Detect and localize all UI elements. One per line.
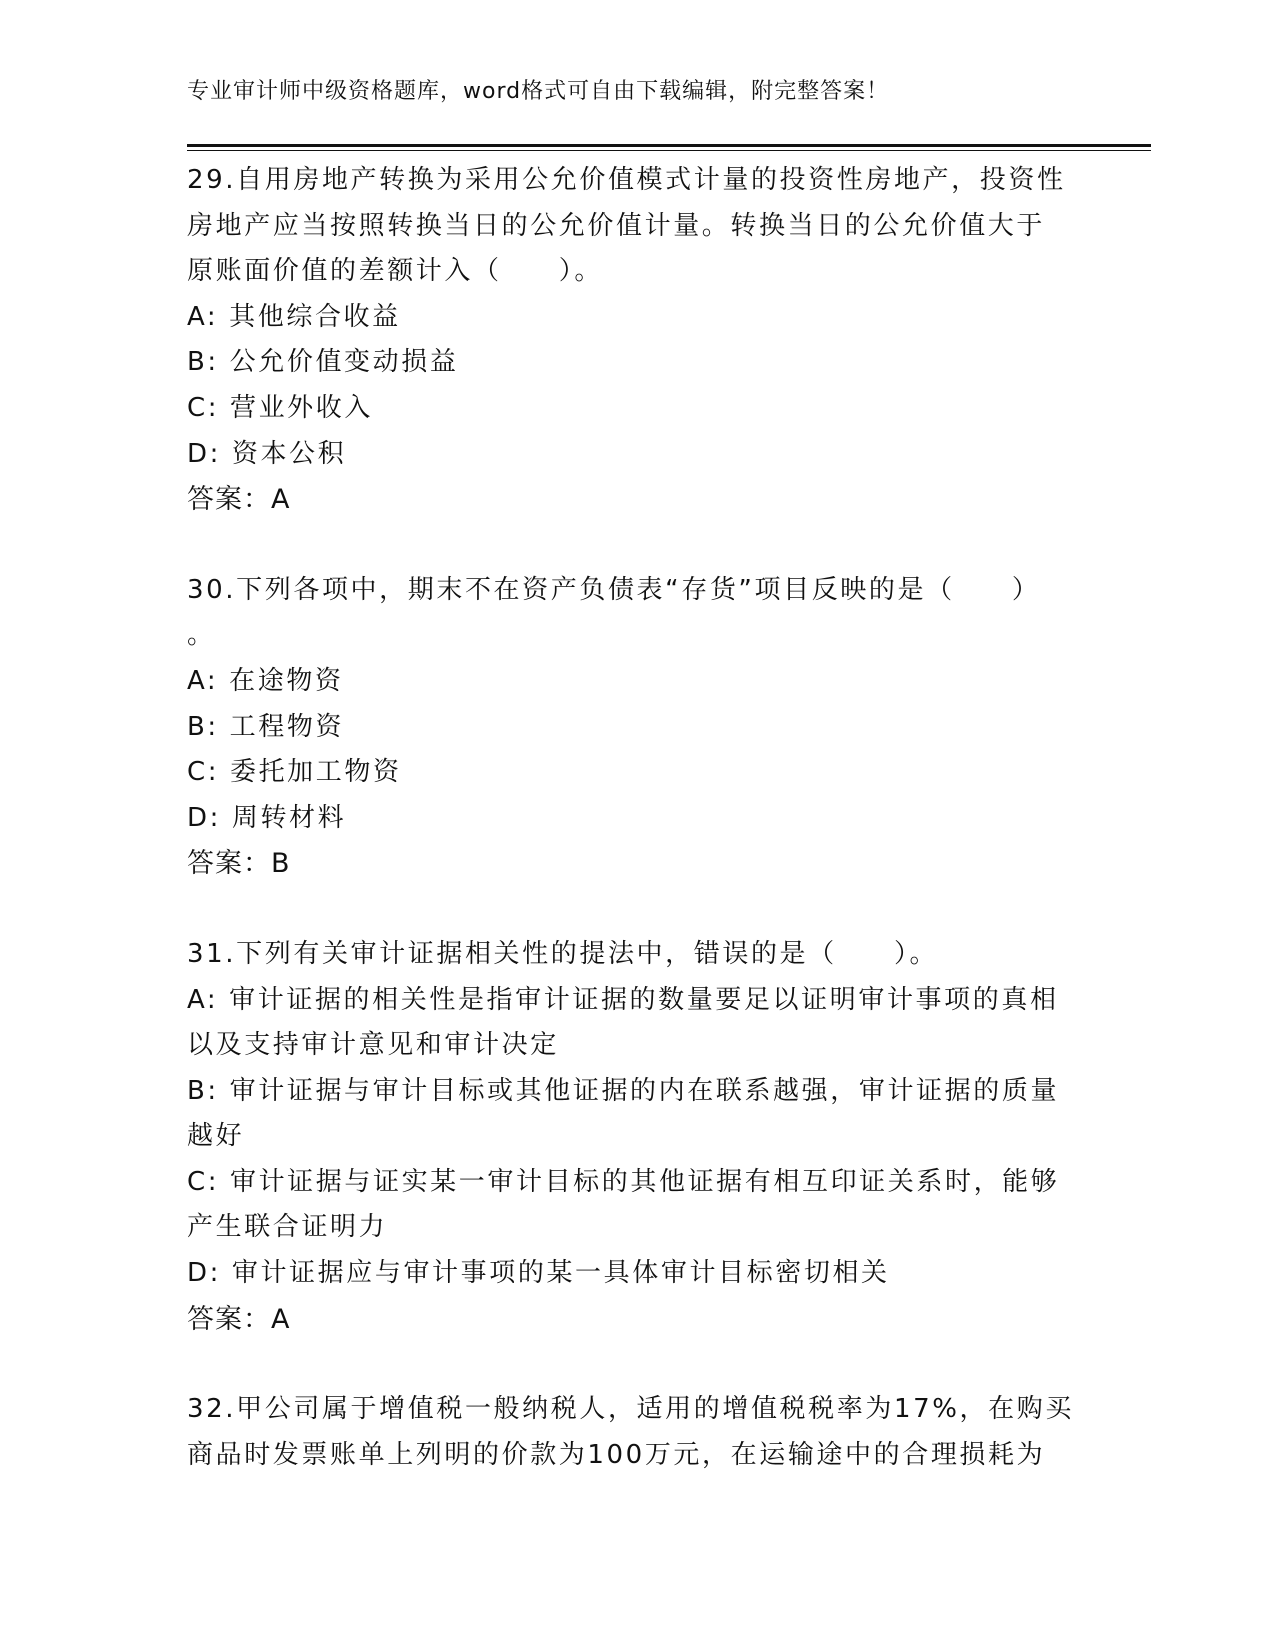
option-d: D: 审计证据应与审计事项的某一具体审计目标密切相关 xyxy=(187,1258,890,1289)
question-30 xyxy=(187,568,1087,887)
question-stem: 30.下列各项中，期末不在资产负债表“存货”项目反映的是（ ） xyxy=(187,574,1041,605)
question-29 xyxy=(187,158,1087,523)
question-32 xyxy=(187,1387,1087,1478)
question-stem: 原账面价值的差额计入（ ）。 xyxy=(187,256,604,287)
option-a-cont: 以及支持审计意见和审计决定 xyxy=(187,1030,559,1061)
question-gap xyxy=(187,1342,1087,1387)
question-31 xyxy=(187,932,1087,1342)
option-c: C: 营业外收入 xyxy=(187,392,373,423)
option-b: B: 工程物资 xyxy=(187,711,345,742)
option-c: C: 审计证据与证实某一审计目标的其他证据有相互印证关系时，能够 xyxy=(187,1166,1060,1197)
question-gap xyxy=(187,887,1087,932)
option-b: B: 审计证据与审计目标或其他证据的内在联系越强，审计证据的质量 xyxy=(187,1075,1060,1106)
header-rule-thick xyxy=(187,144,1151,147)
question-stem: 29.自用房地产转换为采用公允价值模式计量的投资性房地产，投资性 xyxy=(187,165,1066,195)
answer-label: 答案：A xyxy=(187,1303,291,1335)
question-gap xyxy=(187,523,1087,568)
page-header: 专业审计师中级资格题库，word格式可自由下载编辑，附完整答案！ xyxy=(187,79,890,104)
option-a: A: 审计证据的相关性是指审计证据的数量要足以证明审计事项的真相 xyxy=(187,984,1059,1015)
option-b: B: 公允价值变动损益 xyxy=(187,347,459,378)
option-c-cont: 产生联合证明力 xyxy=(187,1212,388,1243)
option-d: D: 周转材料 xyxy=(187,802,347,833)
header-rule-thin xyxy=(187,150,1151,151)
answer-label: 答案：A xyxy=(187,484,291,516)
option-c: C: 委托加工物资 xyxy=(187,757,402,788)
question-stem: 31.下列有关审计证据相关性的提法中，错误的是（ ）。 xyxy=(187,938,939,969)
option-a: A: 其他综合收益 xyxy=(187,301,401,332)
answer-label: 答案：B xyxy=(187,848,291,880)
question-list xyxy=(187,158,1087,1478)
option-b-cont: 越好 xyxy=(187,1121,245,1152)
question-stem: 商品时发票账单上列明的价款为100万元，在运输途中的合理损耗为 xyxy=(187,1439,1046,1470)
question-stem: 房地产应当按照转换当日的公允价值计量。转换当日的公允价值大于 xyxy=(187,210,1046,241)
option-a: A: 在途物资 xyxy=(187,665,344,696)
question-stem: 32.甲公司属于增值税一般纳税人，适用的增值税税率为17%，在购买 xyxy=(187,1394,1074,1425)
question-stem: 。 xyxy=(187,620,216,651)
option-d: D: 资本公积 xyxy=(187,438,347,469)
